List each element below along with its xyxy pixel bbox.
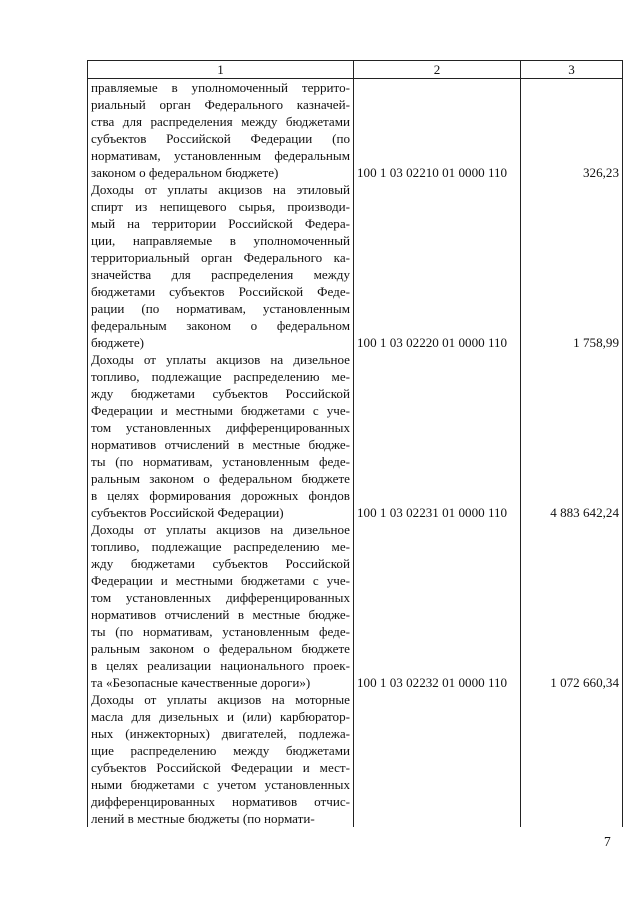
description-line: спирт из непищевого сырья, производи- <box>91 199 350 214</box>
header-col-3: 3 <box>521 61 623 79</box>
revenue-table <box>87 60 623 827</box>
description-line: территориальный орган Федерального ка- <box>91 250 350 265</box>
description-line: бюджете) <box>91 335 145 350</box>
row-amount: 1 758,99 <box>521 181 623 351</box>
description-line: субъектов Российской Федерации (по <box>91 131 350 146</box>
description-line: Федерации и местными бюджетами с уче- <box>91 403 350 418</box>
description-line: субъектов Российской Федерации) <box>91 505 284 520</box>
description-line: рации (по нормативам, установленным <box>91 301 350 316</box>
description-line: топливо, подлежащие распределению ме- <box>91 369 350 384</box>
row-description <box>88 181 354 351</box>
description-line: нормативов отчислений в местные бюдже- <box>91 607 350 622</box>
description-line: законом о федеральном бюджете) <box>91 165 279 180</box>
table-body <box>88 79 623 828</box>
description-line: нормативам, установленным федеральным <box>91 148 350 163</box>
description-line: риальный орган Федерального казначей- <box>91 97 350 112</box>
description-line: в целях формирования дорожных фондов <box>91 488 350 503</box>
description-line: ными бюджетами с учетом установленных <box>91 777 350 792</box>
description-line: ты (по нормативам, установленным феде- <box>91 454 350 469</box>
header-row <box>88 61 623 79</box>
row-description <box>88 521 354 691</box>
description-line: правляемые в уполномоченный террито- <box>91 80 350 95</box>
description-line: том установленных дифференцированных <box>91 590 350 605</box>
description-line: дифференцированных нормативов отчис- <box>91 794 350 809</box>
description-line: Доходы от уплаты акцизов на моторные <box>91 692 350 707</box>
description-line: щие распределению между бюджетами <box>91 743 350 758</box>
description-line: федеральным законом о федеральном <box>91 318 350 333</box>
description-line: Доходы от уплаты акцизов на этиловый <box>91 182 350 197</box>
page-number: 7 <box>604 834 611 849</box>
row-amount <box>521 691 623 827</box>
description-line: мый на территории Российской Федера- <box>91 216 350 231</box>
description-line: бюджетами субъектов Российской Феде- <box>91 284 350 299</box>
table-row <box>88 181 623 351</box>
row-amount: 1 072 660,34 <box>521 521 623 691</box>
row-amount: 4 883 642,24 <box>521 351 623 521</box>
table-row <box>88 79 623 182</box>
description-line: ства для распределения между бюджетами <box>91 114 350 129</box>
table-row <box>88 691 623 827</box>
row-description <box>88 691 354 827</box>
description-line: Доходы от уплаты акцизов на дизельное <box>91 522 350 537</box>
header-col-1: 1 <box>88 61 354 79</box>
table-row <box>88 351 623 521</box>
row-budget-code: 100 1 03 02210 01 0000 110 <box>354 79 521 182</box>
description-line: та «Безопасные качественные дороги») <box>91 675 311 690</box>
description-line: значейства для распределения между <box>91 267 350 282</box>
description-line: субъектов Российской Федерации и мест- <box>91 760 350 775</box>
description-line: жду бюджетами субъектов Российской <box>91 556 350 571</box>
description-line: ных (инжекторных) двигателей, подлежа- <box>91 726 350 741</box>
row-budget-code <box>354 691 521 827</box>
description-line: Доходы от уплаты акцизов на дизельное <box>91 352 350 367</box>
description-line: ты (по нормативам, установленным феде- <box>91 624 350 639</box>
description-line: жду бюджетами субъектов Российской <box>91 386 350 401</box>
description-line: Федерации и местными бюджетами с уче- <box>91 573 350 588</box>
description-line: ции, направляемые в уполномоченный <box>91 233 350 248</box>
description-line: топливо, подлежащие распределению ме- <box>91 539 350 554</box>
description-line: масла для дизельных и (или) карбюратор- <box>91 709 350 724</box>
description-line: нормативов отчислений в местные бюдже- <box>91 437 350 452</box>
description-line: в целях реализации национального проек- <box>91 658 350 673</box>
description-line: лений в местные бюджеты (по нормати- <box>91 811 315 826</box>
description-line: том установленных дифференцированных <box>91 420 350 435</box>
description-line: ральным законом о федеральном бюджете <box>91 471 350 486</box>
row-budget-code: 100 1 03 02231 01 0000 110 <box>354 351 521 521</box>
description-line: ральным законом о федеральном бюджете <box>91 641 350 656</box>
header-col-2: 2 <box>354 61 521 79</box>
row-amount: 326,23 <box>521 79 623 182</box>
row-description <box>88 79 354 182</box>
row-budget-code: 100 1 03 02220 01 0000 110 <box>354 181 521 351</box>
table-row <box>88 521 623 691</box>
row-description <box>88 351 354 521</box>
row-budget-code: 100 1 03 02232 01 0000 110 <box>354 521 521 691</box>
